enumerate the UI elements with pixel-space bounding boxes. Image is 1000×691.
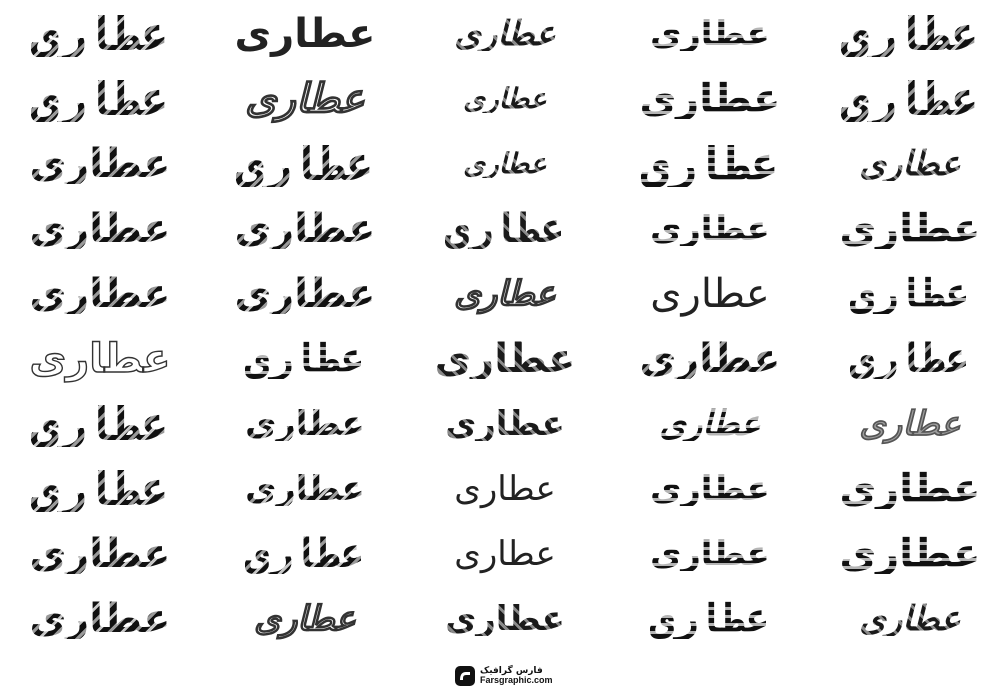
font-sample-word: عطاری <box>29 271 171 317</box>
font-sample-r3-c1 <box>5 134 195 194</box>
font-sample-word: عطاری <box>840 7 980 61</box>
font-sample-word: عطاری <box>659 404 761 444</box>
font-sample-word: عطاری <box>650 209 770 249</box>
font-sample-word: عطاری <box>640 137 780 191</box>
font-sample-word: عطاری <box>234 271 376 317</box>
font-sample-word: عطاری <box>30 397 170 451</box>
font-sample-r10-c5 <box>815 589 1000 649</box>
font-sample-word: عطاری <box>244 336 366 382</box>
font-sample-word: عطاری <box>649 596 771 642</box>
font-sample-word: عطاری <box>839 466 981 512</box>
font-sample-r5-c2 <box>210 264 400 324</box>
font-sample-r2-c2 <box>210 69 400 129</box>
font-sample-r9-c3 <box>410 524 600 584</box>
font-sample-r2-c3 <box>410 69 600 129</box>
font-sample-word: عطاری <box>849 336 971 382</box>
font-sample-word: عطاری <box>234 206 376 252</box>
font-sample-word: عطاری <box>245 404 365 444</box>
font-sample-r9-c2 <box>210 524 400 584</box>
font-sample-r6-c5 <box>815 329 1000 389</box>
font-sample-r4-c3 <box>410 199 600 259</box>
font-sample-word: عطاری <box>30 462 170 516</box>
font-sample-word: عطاری <box>30 7 170 61</box>
font-sample-word: عطاری <box>849 271 971 317</box>
font-sample-word: عطاری <box>859 144 961 184</box>
font-sample-word: عطاری <box>30 72 170 126</box>
font-sample-r10-c2 <box>210 589 400 649</box>
font-sample-r1-c4 <box>615 4 805 64</box>
font-sample-r8-c3 <box>410 459 600 519</box>
font-sample-word: عطاری <box>454 14 556 54</box>
font-sample-word: عطاری <box>434 336 576 382</box>
font-sample-word: عطاری <box>245 75 365 122</box>
font-sample-word: عطاری <box>463 147 547 180</box>
font-sample-r7-c1 <box>5 394 195 454</box>
font-sample-word: عطاری <box>234 11 376 57</box>
font-sample-word: عطاری <box>29 206 171 252</box>
font-sample-r8-c1 <box>5 459 195 519</box>
font-sample-word: عطاری <box>454 535 556 573</box>
font-sample-word: عطاری <box>650 469 770 509</box>
font-sample-word: عطاری <box>235 137 375 191</box>
font-sample-r3-c3 <box>410 134 600 194</box>
font-sample-word: عطاری <box>445 404 565 444</box>
font-sample-word: عطاری <box>839 206 981 252</box>
font-sample-r6-c3 <box>410 329 600 389</box>
font-sample-word: عطاری <box>29 531 171 577</box>
font-sample-word: عطاری <box>463 82 547 115</box>
font-sample-word: عطاری <box>444 206 566 252</box>
font-sample-r3-c2 <box>210 134 400 194</box>
font-sample-r6-c4 <box>615 329 805 389</box>
font-sample-r1-c5 <box>815 4 1000 64</box>
font-sample-r3-c5 <box>815 134 1000 194</box>
font-sample-word: عطاری <box>650 14 770 54</box>
font-sample-r2-c4 <box>615 69 805 129</box>
font-sample-r4-c5 <box>815 199 1000 259</box>
font-sample-word: عطاری <box>445 599 565 639</box>
font-sample-r1-c2 <box>210 4 400 64</box>
font-sample-r3-c4 <box>615 134 805 194</box>
font-sample-r1-c3 <box>410 4 600 64</box>
font-sample-word: عطاری <box>29 596 171 642</box>
font-sample-r4-c1 <box>5 199 195 259</box>
font-sample-r10-c4 <box>615 589 805 649</box>
logo-persian-text: فارس گرافیک <box>480 666 543 676</box>
font-sample-r8-c4 <box>615 459 805 519</box>
font-sample-r2-c5 <box>815 69 1000 129</box>
font-sample-r7-c2 <box>210 394 400 454</box>
font-sample-word: عطاری <box>245 469 365 509</box>
font-sample-r7-c5 <box>815 394 1000 454</box>
font-sample-word: عطاری <box>839 531 981 577</box>
font-sample-r7-c4 <box>615 394 805 454</box>
font-sample-r5-c5 <box>815 264 1000 324</box>
font-sample-word: عطاری <box>29 336 171 382</box>
font-sample-word: عطاری <box>859 404 961 444</box>
font-sample-r8-c5 <box>815 459 1000 519</box>
font-sample-r9-c5 <box>815 524 1000 584</box>
font-sample-r4-c2 <box>210 199 400 259</box>
font-sample-word: عطاری <box>254 599 356 639</box>
font-sample-r5-c4 <box>615 264 805 324</box>
font-sample-r9-c1 <box>5 524 195 584</box>
font-sample-word: عطاری <box>840 72 980 126</box>
font-sample-word: عطاری <box>650 272 770 316</box>
font-sample-r5-c3 <box>410 264 600 324</box>
font-sample-word: عطاری <box>639 76 781 122</box>
font-sample-r9-c4 <box>615 524 805 584</box>
font-sample-r8-c2 <box>210 459 400 519</box>
font-sample-word: عطاری <box>454 470 556 508</box>
font-sample-word: عطاری <box>639 336 781 382</box>
farsgraphic-logo-icon <box>455 666 475 686</box>
font-sample-word: عطاری <box>650 534 770 574</box>
font-sample-r1-c1 <box>5 4 195 64</box>
font-sample-word: عطاری <box>454 274 556 314</box>
font-sample-r10-c3 <box>410 589 600 649</box>
font-sample-word: عطاری <box>244 531 366 577</box>
font-sample-r2-c1 <box>5 69 195 129</box>
font-sample-r10-c1 <box>5 589 195 649</box>
farsgraphic-logo <box>455 664 565 688</box>
font-sample-r4-c4 <box>615 199 805 259</box>
font-sample-r5-c1 <box>5 264 195 324</box>
font-sample-r6-c1 <box>5 329 195 389</box>
font-sample-r6-c2 <box>210 329 400 389</box>
font-sample-word: عطاری <box>859 599 961 639</box>
font-sample-r7-c3 <box>410 394 600 454</box>
font-sample-word: عطاری <box>29 141 171 187</box>
logo-site-text: Farsgraphic.com <box>480 675 553 685</box>
